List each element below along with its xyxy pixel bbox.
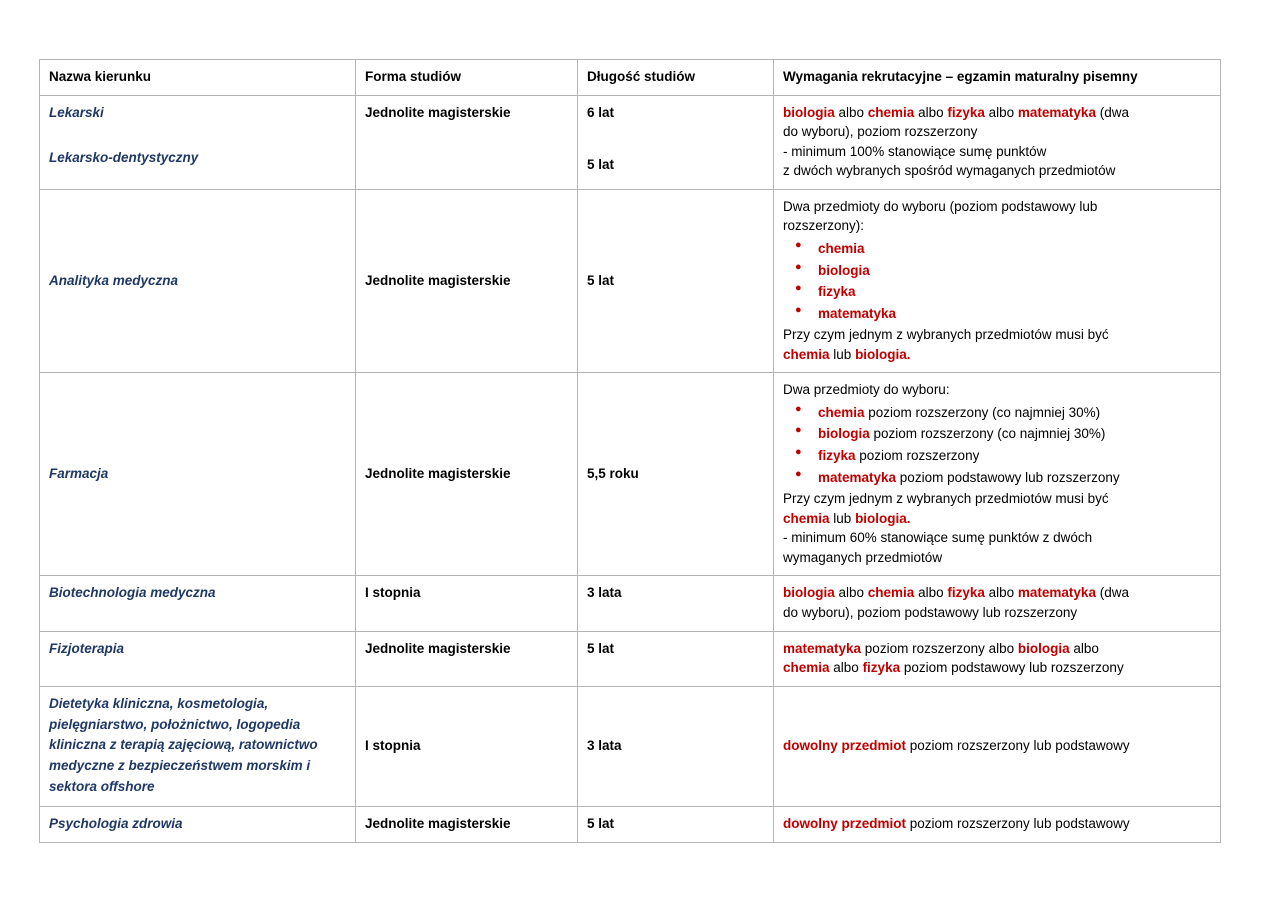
requirement-text: poziom rozszerzony (co najmniej 30%) (864, 404, 1101, 420)
program-name: Farmacja (49, 466, 109, 482)
study-duration-cell (578, 631, 774, 686)
table-header-row (40, 60, 1221, 96)
list-item (791, 446, 1212, 466)
program-name: Biotechnologia medyczna (49, 585, 216, 601)
requirement-line (783, 122, 1212, 142)
program-name-cell (40, 576, 356, 631)
list-item (791, 468, 1212, 488)
requirement-line (783, 603, 1212, 623)
requirement-text: lub (829, 346, 856, 362)
list-item (791, 261, 1212, 281)
study-duration-cell (578, 189, 774, 373)
subject-name: fizyka (818, 284, 856, 300)
study-duration: 6 lat (587, 104, 615, 120)
subject-name: chemia (783, 510, 830, 526)
program-name-cell (40, 95, 356, 189)
subject-option-list (783, 403, 1212, 487)
subject-name: chemia (867, 585, 915, 601)
requirement-text: poziom podstawowy lub rozszerzony (900, 660, 1124, 676)
requirement-text: poziom rozszerzony (855, 448, 980, 463)
requirement-text: albo (834, 585, 868, 601)
requirement-text: poziom rozszerzony lub podstawowy (906, 816, 1130, 832)
subject-name: matematyka (783, 640, 862, 656)
subject-name: biologia (783, 104, 835, 120)
requirements-cell (774, 576, 1221, 631)
requirement-line (783, 583, 1212, 603)
table-row (40, 631, 1221, 686)
requirement-text: albo (984, 104, 1018, 120)
table-row (40, 576, 1221, 631)
requirement-intro-line: Dwa przedmioty do wyboru: (783, 382, 950, 398)
program-name: Lekarski (49, 104, 104, 120)
requirement-text: z dwóch wybranych spośród wymaganych przedmiotów (783, 163, 1116, 179)
study-duration: 3 lata (587, 585, 622, 601)
table-body (40, 60, 1221, 843)
column-header-requirements: Wymagania rekrutacyjne – egzamin maturalny pisemny (774, 60, 1221, 96)
requirement-note-line (783, 325, 1212, 345)
study-duration-cell (578, 95, 774, 189)
subject-name: matematyka (1017, 585, 1096, 601)
subject-name: chemia (867, 104, 915, 120)
list-item (791, 282, 1212, 302)
subject-name: biologia (783, 585, 835, 601)
list-item (791, 239, 1212, 259)
program-name: Lekarsko-dentystyczny (49, 150, 199, 166)
requirements-cell (774, 189, 1221, 373)
subject-name: dowolny przedmiot (783, 738, 906, 754)
requirement-text: poziom rozszerzony albo (861, 640, 1018, 656)
requirement-text: wymaganych przedmiotów (783, 549, 943, 565)
requirement-text: Przy czym jednym z wybranych przedmiotów musi być (783, 327, 1109, 343)
study-duration: 5 lat (587, 157, 615, 173)
study-duration: 5 lat (587, 272, 615, 288)
requirement-text: albo (1069, 640, 1099, 656)
subject-name: biologia. (855, 346, 911, 362)
requirement-intro-line: rozszerzony): (783, 218, 865, 234)
study-duration: 5,5 roku (587, 466, 639, 482)
study-duration: 3 lata (587, 738, 622, 754)
subject-name: biologia (1017, 640, 1070, 656)
requirement-text: (dwa (1095, 585, 1129, 601)
study-duration-cell (578, 576, 774, 631)
study-form-cell: Jednolite magisterskie (356, 373, 578, 576)
table-row (40, 189, 1221, 373)
list-item (791, 424, 1212, 444)
requirement-text: poziom podstawowy lub rozszerzony (896, 469, 1120, 485)
requirement-line (783, 639, 1212, 659)
subject-name: chemia (783, 660, 830, 676)
study-form-cell: Jednolite magisterskie (356, 189, 578, 373)
program-name: Analityka medyczna (49, 272, 179, 288)
study-form-cell: Jednolite magisterskie (356, 631, 578, 686)
list-item (791, 304, 1212, 324)
subject-name: fizyka (947, 104, 985, 120)
subject-name: fizyka (818, 448, 856, 463)
study-form-cell: I stopnia (356, 686, 578, 807)
requirement-intro-line: Dwa przedmioty do wyboru (poziom podstawowy lub (783, 198, 1098, 214)
subject-name: chemia (783, 346, 830, 362)
subject-name: biologia (818, 426, 870, 442)
program-name: Psychologia zdrowia (49, 816, 183, 832)
subject-option-list (783, 239, 1212, 323)
table-row (40, 807, 1221, 843)
requirement-text: albo (829, 660, 863, 676)
study-form-cell: Jednolite magisterskie (356, 807, 578, 843)
subject-name: biologia. (855, 510, 911, 526)
list-item (791, 403, 1212, 423)
requirements-cell (774, 807, 1221, 843)
subject-name: fizyka (947, 585, 985, 601)
requirement-note-line (783, 345, 1212, 365)
subject-name: matematyka (818, 469, 897, 485)
requirement-text: albo (834, 104, 868, 120)
requirement-line (783, 736, 1212, 756)
subject-name: matematyka (1017, 104, 1096, 120)
requirement-line (783, 142, 1212, 162)
requirement-note-line (783, 548, 1212, 568)
requirement-note-line (783, 528, 1212, 548)
study-duration-cell (578, 807, 774, 843)
column-header-duration: Długość studiów (578, 60, 774, 96)
column-header-program: Nazwa kierunku (40, 60, 356, 96)
requirement-note-line (783, 489, 1212, 509)
admission-requirements-table (39, 59, 1221, 843)
subject-name: biologia (818, 262, 870, 278)
requirement-line (783, 103, 1212, 123)
requirement-text: - minimum 60% stanowiące sumę punktów z dwóch (783, 530, 1093, 546)
requirement-text: poziom rozszerzony lub podstawowy (906, 738, 1130, 754)
requirement-note-line (783, 509, 1212, 529)
table-row (40, 95, 1221, 189)
program-name-cell (40, 686, 356, 807)
requirement-text: Przy czym jednym z wybranych przedmiotów musi być (783, 491, 1109, 507)
column-header-form: Forma studiów (356, 60, 578, 96)
table-row (40, 686, 1221, 807)
requirements-cell (774, 95, 1221, 189)
requirement-line (783, 658, 1212, 678)
requirement-text: albo (914, 104, 948, 120)
subject-name: matematyka (818, 305, 897, 321)
program-name: Fizjoterapia (49, 640, 125, 656)
study-duration: 5 lat (587, 640, 615, 656)
requirement-text: poziom rozszerzony (co najmniej 30%) (869, 426, 1106, 442)
requirement-line (783, 814, 1212, 834)
study-duration: 5 lat (587, 816, 615, 832)
requirement-text: albo (984, 585, 1018, 601)
requirements-cell (774, 631, 1221, 686)
program-name-cell (40, 631, 356, 686)
requirement-text: albo (914, 585, 948, 601)
requirements-cell (774, 373, 1221, 576)
requirement-text: do wyboru), poziom rozszerzony (783, 124, 978, 140)
requirements-cell (774, 686, 1221, 807)
table-row (40, 373, 1221, 576)
study-form-cell: Jednolite magisterskie (356, 95, 578, 189)
program-name: Dietetyka kliniczna, kosmetologia, pielęgniarstwo, położnictwo, logopedia kliniczna z terapią zajęciową, ratownictwo medyczne z bezpieczeństwem morskim i sektora offshore (49, 695, 318, 795)
requirement-text: - minimum 100% stanowiące sumę punktów (783, 143, 1047, 159)
subject-name: chemia (818, 240, 865, 256)
program-name-cell (40, 373, 356, 576)
subject-name: chemia (818, 404, 865, 420)
requirement-text: (dwa (1095, 104, 1129, 120)
requirement-text: do wyboru), poziom podstawowy lub rozszerzony (783, 604, 1078, 620)
subject-name: dowolny przedmiot (783, 816, 906, 832)
study-form-cell: I stopnia (356, 576, 578, 631)
study-duration-cell (578, 686, 774, 807)
subject-name: fizyka (862, 660, 901, 676)
requirement-line (783, 161, 1212, 181)
program-name-cell (40, 189, 356, 373)
program-name-cell (40, 807, 356, 843)
study-duration-cell (578, 373, 774, 576)
requirement-text: lub (829, 510, 856, 526)
